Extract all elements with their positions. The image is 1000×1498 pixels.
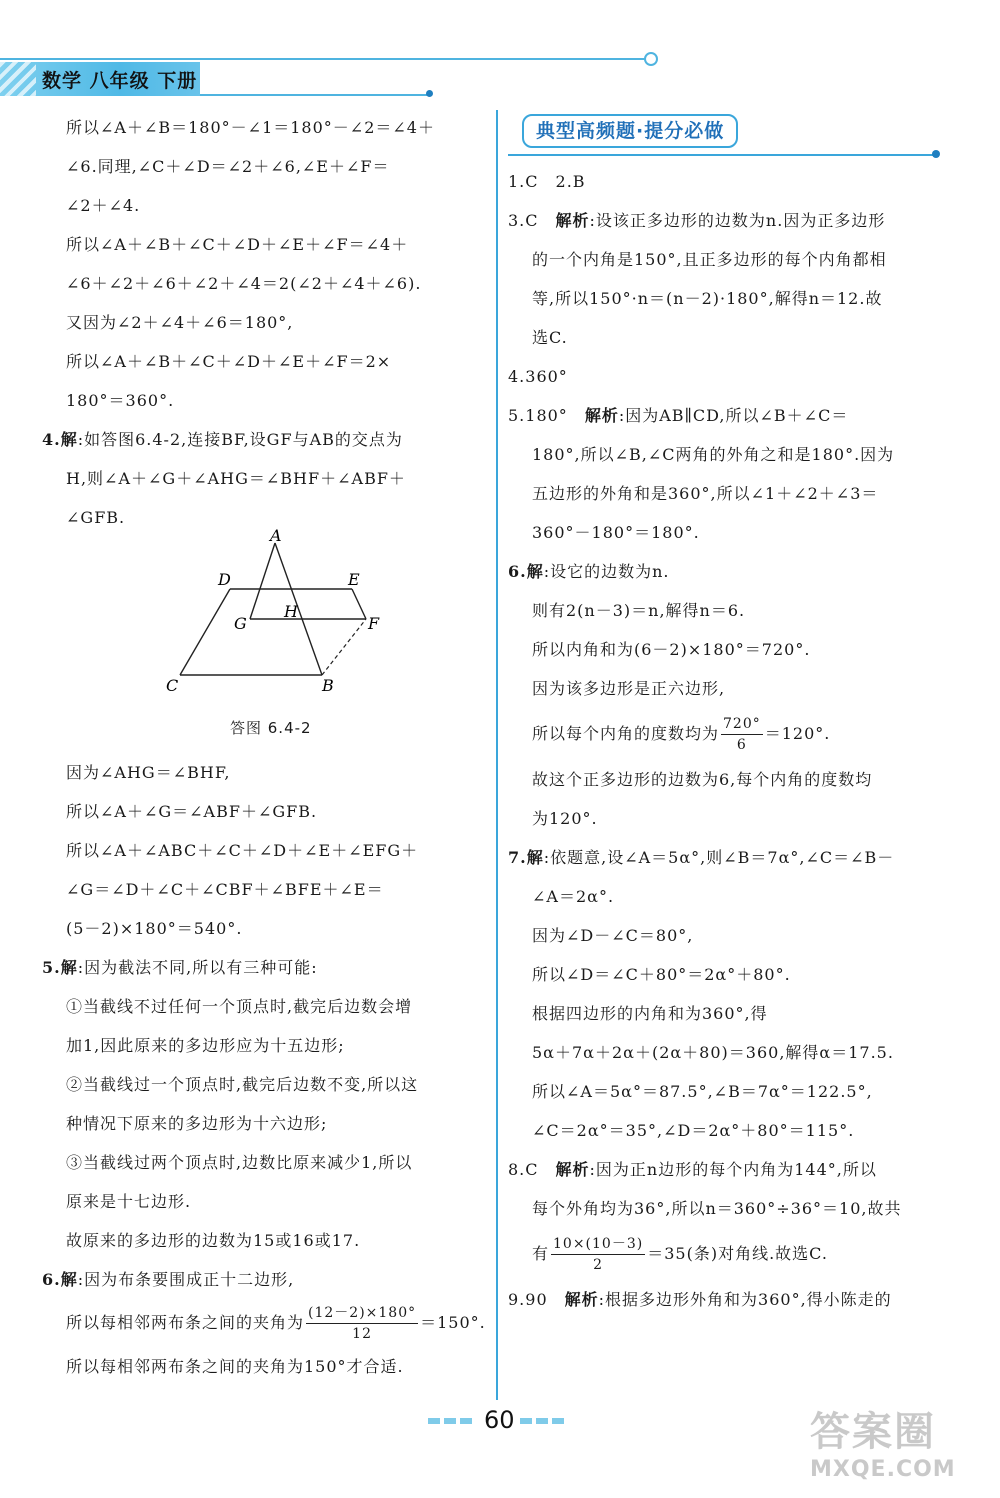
text-line: (5－2)×180°＝540°. bbox=[66, 919, 243, 938]
denominator: 6 bbox=[736, 737, 747, 753]
column-divider bbox=[496, 110, 498, 1400]
label-F: F bbox=[368, 614, 381, 633]
text-line: :如答图6.4-2,连接BF,设GF与AB的交点为 bbox=[77, 430, 403, 449]
text-line: ∠6.同理,∠C＋∠D＝∠2＋∠6,∠E＋∠F＝ bbox=[66, 157, 390, 176]
text-fragment: ＝35(条)对角线.故选C. bbox=[647, 1244, 828, 1263]
answer-head: 8.C bbox=[508, 1160, 556, 1179]
answer-tag: 解 bbox=[60, 1270, 78, 1289]
text-line: 故这个正多边形的边数为6,每个内角的度数均 bbox=[532, 770, 873, 789]
question-number: 7. bbox=[508, 848, 527, 867]
text-line: ∠A＝2α°. bbox=[532, 887, 615, 906]
denominator: 2 bbox=[593, 1257, 604, 1273]
text-line: :设该正多边形的边数为n.因为正多边形 bbox=[589, 211, 886, 230]
running-header-title: 数学 八年级 下册 bbox=[42, 70, 198, 92]
text-line: 种情况下原来的多边形为十六边形; bbox=[66, 1114, 328, 1133]
question-number: 6. bbox=[42, 1270, 61, 1289]
text-line: 故原来的多边形的边数为15或16或17. bbox=[66, 1231, 361, 1250]
text-fragment: ＝120°. bbox=[764, 724, 831, 743]
section-header bbox=[508, 108, 948, 156]
text-line: 因为∠D－∠C＝80°, bbox=[532, 926, 694, 945]
page-number-ornament-left bbox=[428, 1418, 472, 1424]
label-D: D bbox=[218, 570, 232, 589]
text-line: ③当截线过两个顶点时,边数比原来减少1,所以 bbox=[66, 1153, 413, 1172]
label-G: G bbox=[234, 614, 248, 633]
answer-4: 4.360° bbox=[508, 367, 568, 386]
text-line: 加1,因此原来的多边形应为十五边形; bbox=[66, 1036, 345, 1055]
answer-1-2: 1.C 2.B bbox=[508, 172, 586, 191]
fraction-line bbox=[508, 1228, 948, 1280]
numerator: 10×(10－3) bbox=[551, 1234, 645, 1255]
question-3 bbox=[508, 201, 948, 240]
question-5 bbox=[42, 948, 490, 987]
right-column bbox=[508, 108, 948, 1319]
answer-head: 3.C bbox=[508, 211, 556, 230]
text-line: 选C. bbox=[532, 328, 568, 347]
fraction bbox=[306, 1303, 418, 1344]
label-H: H bbox=[284, 602, 299, 621]
text-line: 原来是十七边形. bbox=[66, 1192, 192, 1211]
text-line: 所以每相邻两布条之间的夹角为150°才合适. bbox=[66, 1357, 404, 1376]
text-line: 又因为∠2＋∠4＋∠6＝180°, bbox=[66, 313, 294, 332]
text-line: ∠G＝∠D＋∠C＋∠CBF＋∠BFE＋∠E＝ bbox=[66, 880, 384, 899]
text-line: 180°,所以∠B,∠C两角的外角之和是180°.因为 bbox=[532, 445, 895, 464]
label-C: C bbox=[166, 676, 180, 695]
text-line: :因为正n边形的每个内角为144°,所以 bbox=[589, 1160, 877, 1179]
text-line: 的一个内角是150°,且正多边形的每个内角都相 bbox=[532, 250, 887, 269]
text-line: ②当截线过一个顶点时,截完后边数不变,所以这 bbox=[66, 1075, 419, 1094]
text-line: 所以∠A＋∠B＋∠C＋∠D＋∠E＋∠F＝2× bbox=[66, 352, 392, 371]
section-underline bbox=[508, 154, 936, 156]
label-B: B bbox=[322, 676, 335, 695]
watermark-url: MXQE.COM bbox=[810, 1457, 956, 1482]
text-line: :因为AB∥CD,所以∠B＋∠C＝ bbox=[618, 406, 849, 425]
answer-head: 5.180° bbox=[508, 406, 585, 425]
answer-head: 9.90 bbox=[508, 1290, 565, 1309]
figure-svg bbox=[162, 526, 392, 707]
text-line: :根据多边形外角和为360°,得小陈走的 bbox=[598, 1290, 892, 1309]
question-6 bbox=[508, 552, 948, 591]
fraction-line bbox=[508, 708, 948, 760]
text-line: 等,所以150°·n＝(n－2)·180°,解得n＝12.故 bbox=[532, 289, 883, 308]
label-E: E bbox=[348, 570, 361, 589]
answer-tag: 解 bbox=[60, 958, 78, 977]
text-line: 每个外角均为36°,所以n＝360°÷36°＝10,故共 bbox=[532, 1199, 902, 1218]
analysis-tag: 解析 bbox=[584, 406, 619, 425]
fraction-line bbox=[42, 1299, 490, 1347]
text-fragment: 所以每个内角的度数均为 bbox=[532, 724, 720, 743]
analysis-tag: 解析 bbox=[555, 211, 590, 230]
text-line: 360°－180°＝180°. bbox=[532, 523, 700, 542]
fraction bbox=[551, 1234, 645, 1275]
text-line: ①当截线不过任何一个顶点时,截完后边数会增 bbox=[66, 997, 413, 1016]
figure-caption: 答图 6.4-2 bbox=[230, 719, 312, 737]
left-column bbox=[42, 108, 490, 1386]
question-number: 4. bbox=[42, 430, 61, 449]
question-9 bbox=[508, 1280, 948, 1319]
text-line: 所以∠A＋∠ABC＋∠C＋∠D＋∠E＋∠EFG＋ bbox=[66, 841, 419, 860]
text-line: 则有2(n－3)＝n,解得n＝6. bbox=[532, 601, 746, 620]
text-line: 因为∠AHG＝∠BHF, bbox=[66, 763, 231, 782]
section-title: 典型高频题·提分必做 bbox=[522, 114, 738, 148]
text-fragment: ＝150°. bbox=[420, 1313, 486, 1332]
denominator: 12 bbox=[352, 1326, 372, 1342]
text-line: 180°＝360°. bbox=[66, 391, 175, 410]
question-number: 5. bbox=[42, 958, 61, 977]
label-A: A bbox=[270, 526, 283, 545]
text-line: 所以∠A＝5α°＝87.5°,∠B＝7α°＝122.5°, bbox=[532, 1082, 873, 1101]
text-fragment: 所以每相邻两布条之间的夹角为 bbox=[66, 1313, 305, 1332]
text-line: ∠C＝2α°＝35°,∠D＝2α°＋80°＝115°. bbox=[532, 1121, 855, 1140]
text-line: 根据四边形的内角和为360°,得 bbox=[532, 1004, 768, 1023]
text-line: 所以内角和为(6－2)×180°＝720°. bbox=[532, 640, 811, 659]
text-line: 5α＋7α＋2α＋(2α＋80)＝360,解得α＝17.5. bbox=[532, 1043, 894, 1062]
fraction bbox=[721, 714, 763, 755]
header-stripe-ornament bbox=[0, 62, 36, 96]
page-number-ornament-right bbox=[520, 1418, 564, 1424]
answer-tag: 解 bbox=[526, 562, 544, 581]
header-dot-ornament bbox=[426, 90, 433, 97]
analysis-tag: 解析 bbox=[564, 1290, 599, 1309]
text-line: 所以∠D＝∠C＋80°＝2α°＋80°. bbox=[532, 965, 791, 984]
numerator: 720° bbox=[721, 714, 763, 735]
text-line: 所以∠A＋∠B＝180°－∠1＝180°－∠2＝∠4＋ bbox=[66, 118, 435, 137]
question-7 bbox=[508, 838, 948, 877]
text-line: :设它的边数为n. bbox=[543, 562, 670, 581]
watermark-logo-text: 答案圈 bbox=[810, 1409, 936, 1455]
question-5 bbox=[508, 396, 948, 435]
page-number: 60 bbox=[484, 1406, 515, 1434]
text-line: 所以∠A＋∠B＋∠C＋∠D＋∠E＋∠F＝∠4＋ bbox=[66, 235, 409, 254]
text-line: 五边形的外角和是360°,所以∠1＋∠2＋∠3＝ bbox=[532, 484, 879, 503]
section-dot-ornament bbox=[932, 150, 940, 158]
geometry-figure bbox=[42, 526, 490, 753]
text-fragment: 有 bbox=[532, 1244, 550, 1263]
watermark bbox=[810, 1400, 990, 1490]
question-number: 6. bbox=[508, 562, 527, 581]
text-line: :因为布条要围成正十二边形, bbox=[77, 1270, 295, 1289]
numerator: (12－2)×180° bbox=[306, 1303, 418, 1324]
header-bottom-rule bbox=[200, 94, 428, 96]
text-line: 因为该多边形是正六边形, bbox=[532, 679, 726, 698]
header-top-rule bbox=[0, 58, 648, 60]
analysis-tag: 解析 bbox=[555, 1160, 590, 1179]
text-line: :因为截法不同,所以有三种可能: bbox=[77, 958, 318, 977]
question-8 bbox=[508, 1150, 948, 1189]
text-line: ∠GFB. bbox=[66, 508, 126, 527]
text-line: 所以∠A＋∠G＝∠ABF＋∠GFB. bbox=[66, 802, 318, 821]
answer-tag: 解 bbox=[526, 848, 544, 867]
question-6 bbox=[42, 1260, 490, 1299]
text-line: :依题意,设∠A＝5α°,则∠B＝7α°,∠C＝∠B－ bbox=[543, 848, 895, 867]
header-circle-ornament bbox=[644, 52, 658, 66]
question-4 bbox=[42, 420, 490, 459]
text-line: 为120°. bbox=[532, 809, 598, 828]
text-line: ∠6＋∠2＋∠6＋∠2＋∠4＝2(∠2＋∠4＋∠6). bbox=[66, 274, 422, 293]
text-line: ∠2＋∠4. bbox=[66, 196, 141, 215]
text-line: H,则∠A＋∠G＋∠AHG＝∠BHF＋∠ABF＋ bbox=[66, 469, 406, 488]
answer-tag: 解 bbox=[60, 430, 78, 449]
